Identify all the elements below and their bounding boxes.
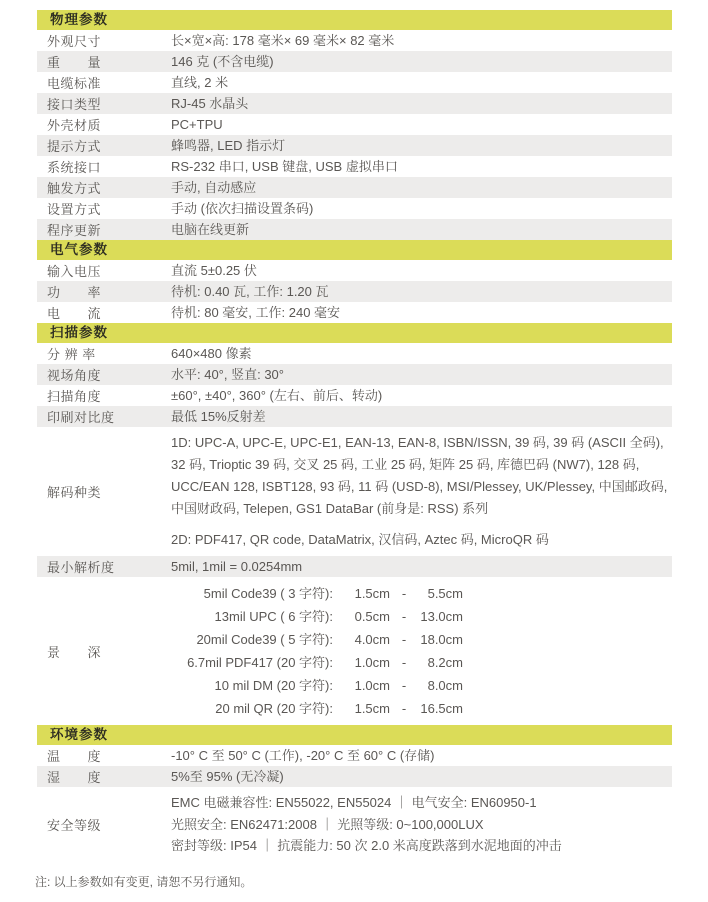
safety-line: EMC 电磁兼容性: EN55022, EN55024 ｜ 电气安全: EN60950-1 bbox=[171, 795, 537, 810]
row-value-power: 待机: 0.40 瓦, 工作: 1.20 瓦 bbox=[171, 284, 329, 299]
depth-to: 18.0cm bbox=[420, 632, 463, 647]
decode-paragraph: 1D: UPC-A, UPC-E, UPC-E1, EAN-13, EAN-8, ISBN/ISSN, 39 码, 39 码 (ASCII 全码), 32 码, Trioptic 39 码, 交叉 25 码, 工业 25 码, 矩阵 25 码, 库德巴码 (NW7), 128 码, UCC/EAN 128, ISBT128, 93 码, 11 码 (USD-8), MSI/Plessey, UK/Plessey, 中国邮政码, 中国财政码, Telepen, GS1 DataBar (前身是: RSS) 系列 bbox=[171, 435, 668, 516]
depth-to: 8.2cm bbox=[427, 655, 463, 670]
spec-row-temperature bbox=[37, 745, 672, 766]
spec-row-input-voltage bbox=[37, 260, 672, 281]
row-label-humidity: 湿 度 bbox=[47, 770, 102, 785]
row-label-safety-rating: 安全等级 bbox=[47, 817, 102, 833]
depth-to: 8.0cm bbox=[427, 678, 463, 693]
row-label-depth-of-field: 景 深 bbox=[47, 644, 102, 660]
depth-to: 5.5cm bbox=[427, 586, 463, 601]
spec-table bbox=[37, 10, 672, 862]
depth-from: 1.0cm bbox=[354, 678, 390, 693]
row-value-input-voltage: 直流 5±0.25 伏 bbox=[171, 263, 257, 278]
spec-row-system-interface bbox=[37, 156, 672, 177]
row-value-cable-standard: 直线, 2 米 bbox=[171, 75, 229, 90]
row-label-firmware-update: 程序更新 bbox=[47, 223, 102, 238]
depth-name: 10 mil DM (20 字符): bbox=[214, 678, 333, 693]
section-header-scanning: 扫描参数 bbox=[37, 323, 672, 343]
spec-row-weight bbox=[37, 51, 672, 72]
row-value-indication: 蜂鸣器, LED 指示灯 bbox=[171, 138, 286, 153]
spec-row-setup-mode bbox=[37, 198, 672, 219]
depth-line bbox=[171, 605, 672, 628]
spec-row-field-angle bbox=[37, 364, 672, 385]
row-label-system-interface: 系统接口 bbox=[47, 160, 102, 175]
row-label-field-angle: 视场角度 bbox=[47, 368, 102, 383]
depth-name: 5mil Code39 ( 3 字符): bbox=[203, 586, 333, 601]
row-value-setup-mode: 手动 (依次扫描设置条码) bbox=[171, 201, 314, 216]
row-label-power: 功 率 bbox=[47, 285, 102, 300]
spec-row-print-contrast bbox=[37, 406, 672, 427]
row-value-scan-angle: ±60°, ±40°, 360° (左右、前后、转动) bbox=[171, 388, 383, 403]
row-value-decode-types bbox=[144, 427, 672, 556]
spec-row-min-resolution bbox=[37, 556, 672, 577]
spec-row-depth-of-field bbox=[37, 577, 672, 725]
row-label-setup-mode: 设置方式 bbox=[47, 202, 102, 217]
depth-from: 4.0cm bbox=[354, 632, 390, 647]
row-value-system-interface: RS-232 串口, USB 键盘, USB 虚拟串口 bbox=[171, 159, 398, 174]
row-value-temperature: -10° C 至 50° C (工作), -20° C 至 60° C (存储) bbox=[171, 748, 435, 763]
spec-row-dimension bbox=[37, 30, 672, 51]
row-label-scan-angle: 扫描角度 bbox=[47, 389, 102, 404]
row-value-weight: 146 克 (不含电缆) bbox=[171, 54, 274, 69]
depth-dash: - bbox=[401, 678, 407, 693]
footnote: 注: 以上参数如有变更, 请恕不另行通知。 bbox=[35, 874, 253, 889]
row-value-dimension: 长×宽×高: 178 毫米× 69 毫米× 82 毫米 bbox=[171, 33, 395, 48]
row-value-housing-material: PC+TPU bbox=[171, 117, 223, 132]
row-label-cable-standard: 电缆标准 bbox=[47, 76, 102, 91]
row-label-print-contrast: 印刷对比度 bbox=[47, 410, 115, 425]
depth-from: 1.0cm bbox=[354, 655, 390, 670]
depth-line bbox=[171, 674, 672, 697]
depth-dash: - bbox=[401, 609, 407, 624]
row-value-safety-rating bbox=[144, 787, 672, 862]
depth-line bbox=[171, 628, 672, 651]
depth-from: 0.5cm bbox=[354, 609, 390, 624]
depth-name: 6.7mil PDF417 (20 字符): bbox=[187, 655, 333, 670]
spec-row-current bbox=[37, 302, 672, 323]
spec-row-scan-angle bbox=[37, 385, 672, 406]
depth-dash: - bbox=[401, 632, 407, 647]
depth-line bbox=[171, 697, 672, 720]
row-value-trigger-mode: 手动, 自动感应 bbox=[171, 180, 257, 195]
section-header-environment: 环境参数 bbox=[37, 725, 672, 745]
row-value-print-contrast: 最低 15%反射差 bbox=[171, 409, 266, 424]
section-header-electrical: 电气参数 bbox=[37, 240, 672, 260]
row-value-min-resolution: 5mil, 1mil = 0.0254mm bbox=[171, 559, 303, 574]
row-label-resolution: 分 辨 率 bbox=[47, 347, 96, 362]
row-label-dimension: 外观尺寸 bbox=[47, 34, 102, 49]
row-label-connector-type: 接口类型 bbox=[47, 97, 102, 112]
depth-from: 1.5cm bbox=[354, 586, 390, 601]
row-value-current: 待机: 80 毫安, 工作: 240 毫安 bbox=[171, 305, 341, 320]
row-label-weight: 重 量 bbox=[47, 55, 102, 70]
row-label-input-voltage: 输入电压 bbox=[47, 264, 102, 279]
row-label-decode-types: 解码种类 bbox=[47, 485, 102, 500]
depth-line bbox=[171, 651, 672, 674]
spec-row-cable-standard bbox=[37, 72, 672, 93]
spec-row-firmware-update bbox=[37, 219, 672, 240]
depth-dash: - bbox=[401, 701, 407, 716]
depth-line bbox=[171, 582, 672, 605]
row-value-firmware-update: 电脑在线更新 bbox=[171, 222, 250, 237]
section-header-physical: 物理参数 bbox=[37, 10, 672, 30]
depth-from: 1.5cm bbox=[354, 701, 390, 716]
row-value-depth-of-field bbox=[144, 577, 672, 725]
row-label-temperature: 温 度 bbox=[47, 749, 102, 764]
spec-row-safety-rating bbox=[37, 787, 672, 862]
row-label-min-resolution: 最小解析度 bbox=[47, 560, 115, 575]
spec-row-trigger-mode bbox=[37, 177, 672, 198]
row-value-connector-type: RJ-45 水晶头 bbox=[171, 96, 249, 111]
spec-row-decode-types bbox=[37, 427, 672, 556]
safety-line: 密封等级: IP54 ｜ 抗震能力: 50 次 2.0 米高度跌落到水泥地面的冲击 bbox=[171, 838, 562, 853]
spec-row-resolution bbox=[37, 343, 672, 364]
depth-dash: - bbox=[401, 586, 407, 601]
spec-row-indication bbox=[37, 135, 672, 156]
depth-to: 16.5cm bbox=[420, 701, 463, 716]
spec-row-housing-material bbox=[37, 114, 672, 135]
decode-paragraph: 2D: PDF417, QR code, DataMatrix, 汉信码, Aztec 码, MicroQR 码 bbox=[171, 532, 549, 547]
row-value-field-angle: 水平: 40°, 竖直: 30° bbox=[171, 367, 284, 382]
row-label-current: 电 流 bbox=[47, 306, 102, 321]
safety-line: 光照安全: EN62471:2008 ｜ 光照等级: 0~100,000LUX bbox=[171, 816, 484, 832]
row-label-housing-material: 外壳材质 bbox=[47, 118, 102, 133]
row-value-resolution: 640×480 像素 bbox=[171, 346, 252, 361]
depth-name: 20 mil QR (20 字符): bbox=[215, 701, 333, 716]
spec-row-humidity bbox=[37, 766, 672, 787]
depth-dash: - bbox=[401, 655, 407, 670]
row-label-indication: 提示方式 bbox=[47, 139, 102, 154]
depth-name: 20mil Code39 ( 5 字符): bbox=[196, 632, 333, 647]
row-label-trigger-mode: 触发方式 bbox=[47, 181, 102, 196]
spec-row-connector-type bbox=[37, 93, 672, 114]
depth-name: 13mil UPC ( 6 字符): bbox=[214, 609, 333, 624]
spec-row-power bbox=[37, 281, 672, 302]
row-value-humidity: 5%至 95% (无冷凝) bbox=[171, 769, 284, 784]
depth-to: 13.0cm bbox=[420, 609, 463, 624]
